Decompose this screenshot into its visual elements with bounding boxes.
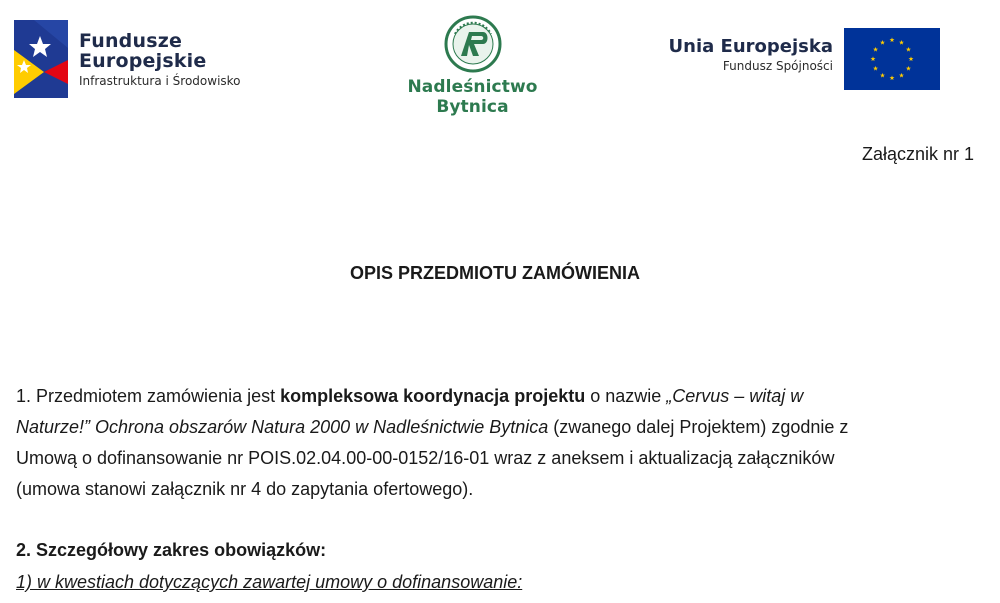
nadlesnictwo-logo <box>370 14 580 117</box>
logo-right-line1: Unia Europejska <box>668 36 833 57</box>
fundusze-europejskie-logo <box>14 20 284 100</box>
section-1-text: o nazwie <box>585 386 667 406</box>
section-1-line-4: (umowa stanowi załącznik nr 4 do zapytania ofertowego). <box>16 479 474 499</box>
section-1-line-3: Umową o dofinansowanie nr POIS.02.04.00-00-0152/16-01 wraz z aneksem i aktualizacją załączników <box>16 448 835 468</box>
logo-center-name: Nadleśnictwo Bytnica <box>407 77 538 117</box>
section-1-paragraph <box>16 381 981 505</box>
unia-europejska-logo <box>650 26 950 96</box>
fundusze-europejskie-stars-icon <box>14 20 68 98</box>
document-title: OPIS PRZEDMIOTU ZAMÓWIENIA <box>350 263 640 283</box>
section-2-subheading: 1) w kwestiach dotyczących zawartej umowy o dofinansowanie: <box>16 572 523 592</box>
logo-left-line1: Fundusze <box>79 30 183 52</box>
logo-left-line3: Infrastruktura i Środowisko <box>79 74 241 88</box>
section-1-text: 1. Przedmiotem zamówienia jest <box>16 386 281 406</box>
lasy-panstwowe-emblem-icon <box>443 14 503 74</box>
logo-right-line2: Fundusz Spójności <box>722 59 833 73</box>
section-1-text: (zwanego dalej Projektem) zgodnie z <box>548 417 849 437</box>
section-1-bold-text: kompleksowa koordynacja projektu <box>280 386 586 406</box>
section-1-line-1 <box>16 381 981 412</box>
project-name-text: „Cervus – witaj w <box>666 386 804 406</box>
attachment-label: Załącznik nr 1 <box>861 144 974 164</box>
eu-flag-icon <box>844 28 940 90</box>
project-name-text: Naturze!” Ochrona obszarów Natura 2000 w Nadleśnictwie Bytnica <box>16 417 549 437</box>
section-1-line-2 <box>16 412 981 443</box>
logo-left-line2: Europejskie <box>79 50 207 72</box>
section-2-heading: 2. Szczegółowy zakres obowiązków: <box>16 540 327 560</box>
